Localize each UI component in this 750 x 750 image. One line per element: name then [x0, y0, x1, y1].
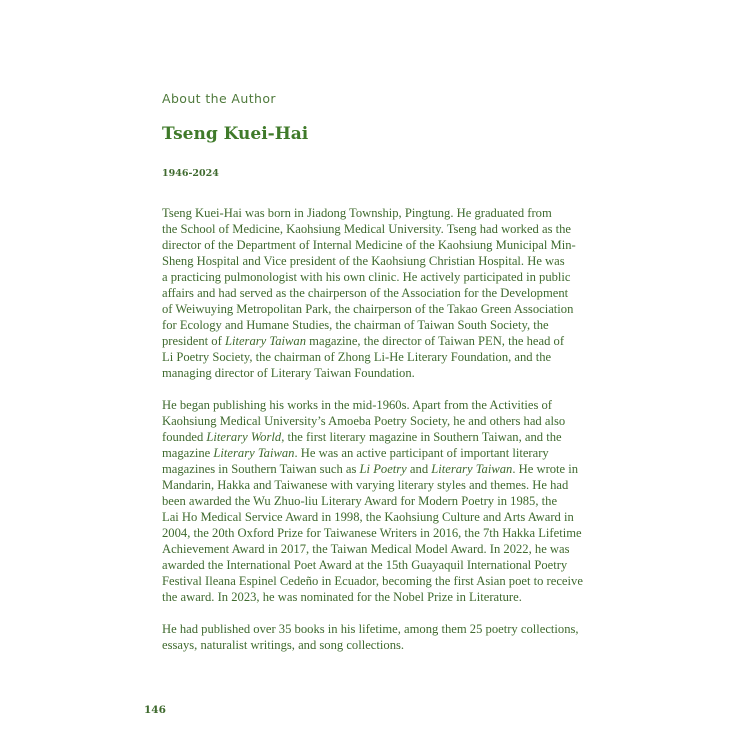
- text-segment: . He wrote in: [512, 462, 579, 476]
- page-number: 146: [144, 704, 166, 716]
- biography-paragraph-3: [162, 621, 582, 653]
- text-line: 2004, the 20th Oxford Prize for Taiwanese Writers in 2016, the 7th Hakka Lifetime: [162, 526, 582, 540]
- text-line: Tseng Kuei-Hai was born in Jiadong Township, Pingtung. He graduated from: [162, 206, 552, 220]
- text-line: [162, 445, 582, 461]
- author-life-years: 1946-2024: [162, 168, 219, 179]
- text-line: Achievement Award in 2017, the Taiwan Medical Model Award. In 2022, he was: [162, 542, 570, 556]
- text-line: Mandarin, Hakka and Taiwanese with varying literary styles and themes. He had: [162, 478, 569, 492]
- magazine-title-italic: Literary Taiwan: [431, 462, 513, 476]
- biography-paragraph-1: [162, 205, 582, 381]
- text-line: He had published over 35 books in his lifetime, among them 25 poetry collections,: [162, 622, 579, 636]
- text-line: director of the Department of Internal Medicine of the Kaohsiung Municipal Min-: [162, 238, 576, 252]
- text-line: [162, 461, 582, 477]
- section-label: About the Author: [162, 91, 276, 106]
- text-line: been awarded the Wu Zhuo-liu Literary Award for Modern Poetry in 1985, the: [162, 494, 558, 508]
- text-line: Sheng Hospital and Vice president of the Kaohsiung Christian Hospital. He was: [162, 254, 565, 268]
- text-line: Festival Ileana Espinel Cedeño in Ecuador, becoming the first Asian poet to receive: [162, 574, 583, 588]
- text-line: the award. In 2023, he was nominated for the Nobel Prize in Literature.: [162, 590, 522, 604]
- text-line: affairs and had served as the chairperson of the Association for the Development: [162, 286, 569, 300]
- text-line: of Weiwuying Metropolitan Park, the chairperson of the Takao Green Association: [162, 302, 574, 316]
- text-line: the School of Medicine, Kaohsiung Medical University. Tseng had worked as the: [162, 222, 572, 236]
- text-segment: magazine, the director of Taiwan PEN, the head of: [306, 334, 565, 348]
- text-line: Kaohsiung Medical University’s Amoeba Poetry Society, he and others had also: [162, 414, 566, 428]
- text-segment: president of: [162, 334, 225, 348]
- magazine-title-italic: Literary Taiwan: [213, 446, 295, 460]
- text-segment: , the first literary magazine in Southern Taiwan, and the: [281, 430, 562, 444]
- text-line: managing director of Literary Taiwan Foundation.: [162, 366, 415, 380]
- text-line: Li Poetry Society, the chairman of Zhong Li-He Literary Foundation, and the: [162, 350, 552, 364]
- magazine-title-italic: Li Poetry: [359, 462, 407, 476]
- magazine-title-italic: Literary Taiwan: [224, 334, 307, 348]
- biography-paragraph-2: [162, 397, 582, 605]
- text-line: for Ecology and Humane Studies, the chairman of Taiwan South Society, the: [162, 318, 549, 332]
- text-line: Lai Ho Medical Service Award in 1998, the Kaohsiung Culture and Arts Award in: [162, 510, 574, 524]
- text-segment: and: [406, 462, 432, 476]
- text-segment: . He was an active participant of important literary: [294, 446, 549, 460]
- text-line: [162, 333, 582, 349]
- text-segment: magazines in Southern Taiwan such as: [162, 462, 360, 476]
- text-line: a practicing pulmonologist with his own clinic. He actively participated in public: [162, 270, 571, 284]
- author-name: Tseng Kuei-Hai: [162, 124, 309, 144]
- text-line: [162, 429, 582, 445]
- text-line: essays, naturalist writings, and song collections.: [162, 638, 405, 652]
- text-segment: magazine: [162, 446, 214, 460]
- text-segment: founded: [162, 430, 207, 444]
- magazine-title-italic: Literary World: [206, 430, 282, 444]
- text-line: awarded the International Poet Award at the 15th Guayaquil International Poetry: [162, 558, 568, 572]
- author-biography: [162, 205, 582, 669]
- text-line: He began publishing his works in the mid-1960s. Apart from the Activities of: [162, 398, 553, 412]
